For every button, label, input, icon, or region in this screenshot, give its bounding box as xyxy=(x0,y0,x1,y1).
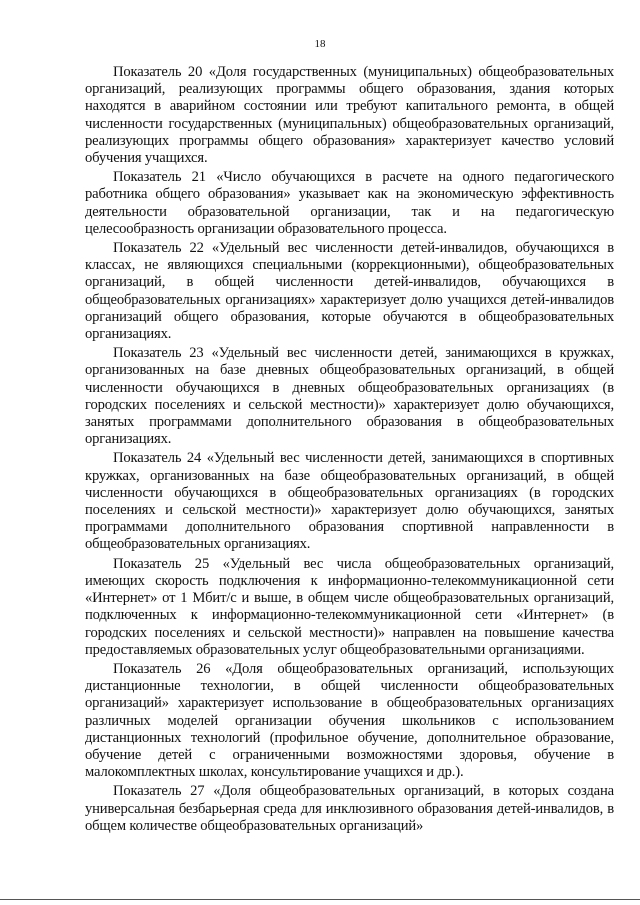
paragraph-indicator-24: Показатель 24 «Удельный вес численности детей, занимающихся в спортивных кружках, организованных на базе общеобразовательных организаций, в общей численности обучающихся в общеобразовательных организациях (в городских поселениях и сельской местности)» характеризует долю обучающихся, занятых программами дополнительного образования спортивной направленности в общеобразовательных организациях. xyxy=(85,450,614,553)
paragraph-indicator-26: Показатель 26 «Доля общеобразовательных организаций, использующих дистанционные технологии, в общей численности общеобразовательных организаций» характеризует использование в общеобразовательных организациях различных моделей организации обучения школьников с использованием дистанционных технологий (профильное обучение, дополнительное образование, обучение детей с ограниченными возможностями здоровья, обучение в малокомплектных школах, консультирование учащихся и др.). xyxy=(85,660,614,781)
paragraph-indicator-25: Показатель 25 «Удельный вес числа общеобразовательных организаций, имеющих скорость подключения к информационно-телекоммуникационной сети «Интернет» от 1 Мбит/с и выше, в общем числе общеобразовательных организаций, подключенных к информационно-телекоммуникационной сети «Интернет» (в городских поселениях и сельской местности)» направлен на повышение качества предоставляемых образовательных услуг общеобразовательными организациями. xyxy=(85,555,614,658)
body-text xyxy=(85,64,614,835)
paragraph-indicator-23: Показатель 23 «Удельный вес численности детей, занимающихся в кружках, организованных на базе дневных общеобразовательных организаций, в общей численности обучающихся в дневных общеобразовательных организациях (в городских поселениях и сельской местности)» характеризует долю обучающихся, занятых программами дополнительного образования в общеобразовательных организациях. xyxy=(85,345,614,448)
paragraph-indicator-21: Показатель 21 «Число обучающихся в расчете на одного педагогического работника общего образования» указывает как на экономическую эффективность деятельности образовательной организации, так и на педагогическую целесообразность организации образовательного процесса. xyxy=(85,169,614,237)
paragraph-indicator-22: Показатель 22 «Удельный вес численности детей-инвалидов, обучающихся в классах, не являющихся специальными (коррекционными), общеобразовательных организаций, в общей численности детей-инвалидов, обучающихся в общеобразовательных организациях» характеризует долю учащихся детей-инвалидов организаций общего образования, которые обучаются в общеобразовательных организациях. xyxy=(85,240,614,343)
paragraph-indicator-27: Показатель 27 «Доля общеобразовательных организаций, в которых создана универсальная безбарьерная среда для инклюзивного образования детей-инвалидов, в общем количестве общеобразовательных организаций» xyxy=(85,783,614,834)
paragraph-indicator-20: Показатель 20 «Доля государственных (муниципальных) общеобразовательных организаций, реализующих программы общего образования, здания которых находятся в аварийном состоянии или требуют капитального ремонта, в общей численности государственных (муниципальных) общеобразовательных организаций, реализующих программы общего образования» характеризует качество условий обучения учащихся. xyxy=(85,64,614,167)
scan-edge-line xyxy=(0,899,640,900)
page-number: 18 xyxy=(314,38,326,50)
